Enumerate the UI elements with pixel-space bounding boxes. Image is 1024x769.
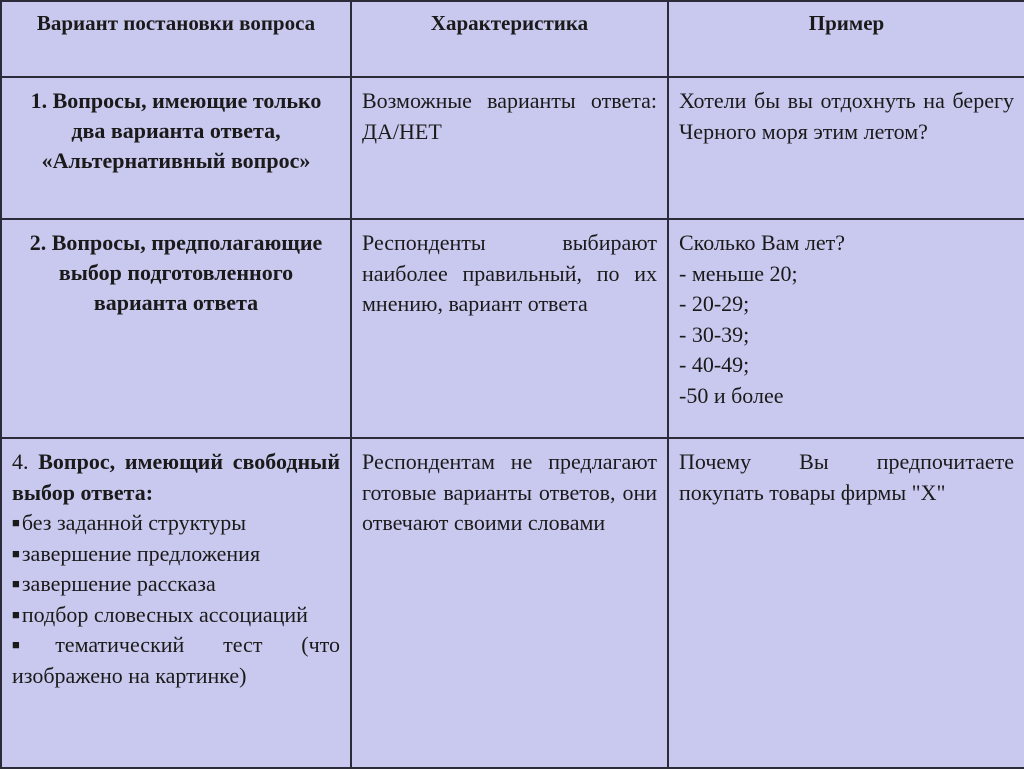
list-item-text: подбор словесных ассоциаций [21, 601, 308, 627]
list-item [12, 539, 340, 570]
example-line: Сколько Вам лет? [679, 230, 846, 255]
table-row [1, 77, 1024, 219]
question-title-text: Вопрос, имеющий свободный выбор ответа: [12, 449, 340, 505]
header-question-variant: Вариант постановки вопроса [1, 1, 351, 77]
example-cell: Хотели бы вы отдохнуть на берегу Черного моря этим летом? [668, 77, 1024, 219]
example-line: -50 и более [679, 382, 784, 408]
characteristic-cell: Респонденты выбирают наиболее правильный, по их мнению, вариант ответа [351, 219, 668, 438]
question-cell: 2. Вопросы, предполагающие выбор подготовленного варианта ответа [1, 219, 351, 438]
list-item-text: тематический тест (что изображено на картинке) [12, 632, 340, 688]
list-item [12, 600, 340, 631]
question-cell [1, 438, 351, 768]
question-title [12, 447, 340, 508]
example-line: - 30-39; [679, 321, 750, 347]
example-cell [668, 219, 1024, 438]
list-item-text: без заданной структуры [21, 510, 247, 535]
list-item [12, 630, 340, 691]
characteristic-cell: Респондентам не предлагают готовые варианты ответов, они отвечают своими словами [351, 438, 668, 768]
header-row [1, 1, 1024, 77]
list-item-text: завершение предложения [21, 540, 261, 566]
question-number: 4. [12, 449, 29, 474]
header-characteristic: Характеристика [351, 1, 668, 77]
table-row [1, 438, 1024, 768]
example-line: - меньше 20; [679, 260, 798, 286]
example-line: - 20-29; [679, 291, 750, 316]
question-cell: 1. Вопросы, имеющие только два варианта ответа, «Альтернативный вопрос» [1, 77, 351, 219]
header-example: Пример [668, 1, 1024, 77]
example-cell: Почему Вы предпочитаете покупать товары фирмы "X" [668, 438, 1024, 768]
bullet-icon: ■ [12, 606, 20, 622]
list-item-text: завершение рассказа [21, 571, 216, 596]
characteristic-cell: Возможные варианты ответа: ДА/НЕТ [351, 77, 668, 219]
list-item [12, 569, 340, 600]
bullet-list [12, 508, 340, 691]
bullet-icon: ■ [12, 515, 20, 530]
list-item [12, 508, 340, 539]
table-row [1, 219, 1024, 438]
example-line: - 40-49; [679, 352, 750, 377]
bullet-icon: ■ [12, 545, 20, 561]
bullet-icon: ■ [12, 637, 54, 652]
bullet-icon: ■ [12, 576, 20, 591]
